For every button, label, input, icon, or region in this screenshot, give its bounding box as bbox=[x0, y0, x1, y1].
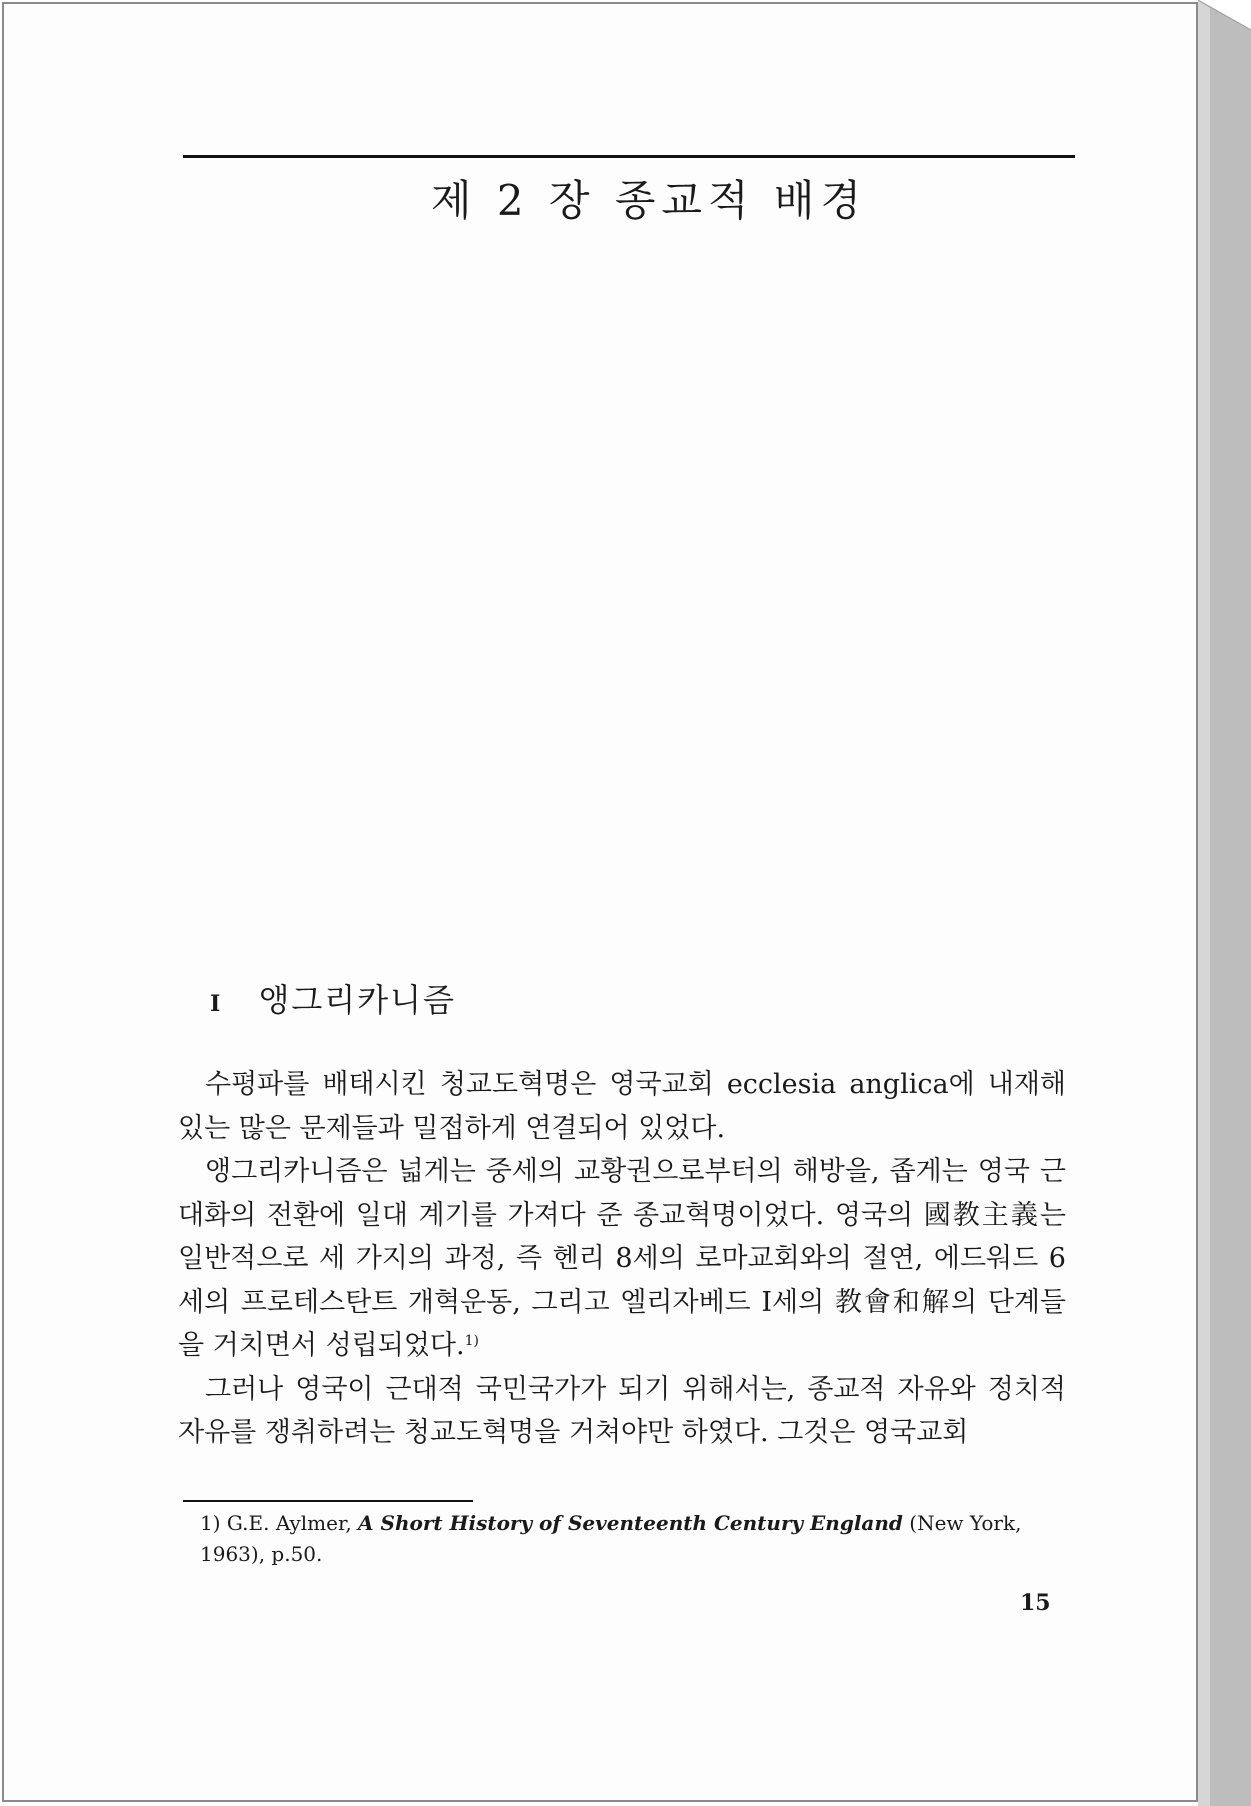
page-number: 15 bbox=[1020, 1590, 1051, 1616]
paragraph-text: 수평파를 배태시킨 청교도혁명은 영국교회 ecclesia anglica에 내재해 있는 많은 문제들과 밀접하게 연결되어 있었다. bbox=[178, 1069, 1066, 1144]
section-number: I bbox=[210, 991, 223, 1017]
footnote-author: G.E. Aylmer, bbox=[226, 1511, 352, 1535]
paragraph bbox=[178, 1368, 1066, 1455]
section-title: 앵그리카니즘 bbox=[258, 981, 456, 1019]
footnote-publication: (New York, 1963), p.50. bbox=[200, 1511, 1022, 1566]
paragraph-text: 그러나 영국이 근대적 국민국가가 되기 위해서는, 종교적 자유와 정치적 자유를 쟁취하려는 청교도혁명을 거쳐야만 하였다. 그것은 영국교회 bbox=[178, 1373, 1066, 1448]
footnote-book-title: A Short History of Seventeenth Century England bbox=[358, 1511, 903, 1535]
page-edge-graphic bbox=[1198, 0, 1251, 1806]
footnote-rule bbox=[183, 1500, 473, 1502]
paragraph bbox=[178, 1063, 1066, 1150]
paragraph-text: 앵그리카니즘은 넓게는 중세의 교황권으로부터의 해방을, 좁게는 영국 근대화의 전환에 일대 계기를 가져다 준 종교혁명이었다. 영국의 國教主義는 일반적으로 세 가지의 과정, 즉 헨리 8세의 로마교회와의 절연, 에드워드 6세의 프로테스탄트 개혁운동, 그리고 엘리자베드 I세의 教會和解의 단계들을 거치면서 성립되었다. bbox=[178, 1156, 1066, 1361]
footnote-reference[interactable]: 1) bbox=[464, 1333, 479, 1349]
chapter-title: 제 2 장 종교적 배경 bbox=[430, 176, 868, 225]
page-stack-edge bbox=[1198, 0, 1251, 1806]
chapter-rule bbox=[183, 155, 1075, 158]
footnote bbox=[200, 1508, 1070, 1570]
body-text bbox=[178, 1063, 1066, 1455]
paragraph bbox=[178, 1150, 1066, 1368]
section-heading bbox=[210, 975, 456, 1021]
footnote-number: 1) bbox=[200, 1511, 221, 1535]
